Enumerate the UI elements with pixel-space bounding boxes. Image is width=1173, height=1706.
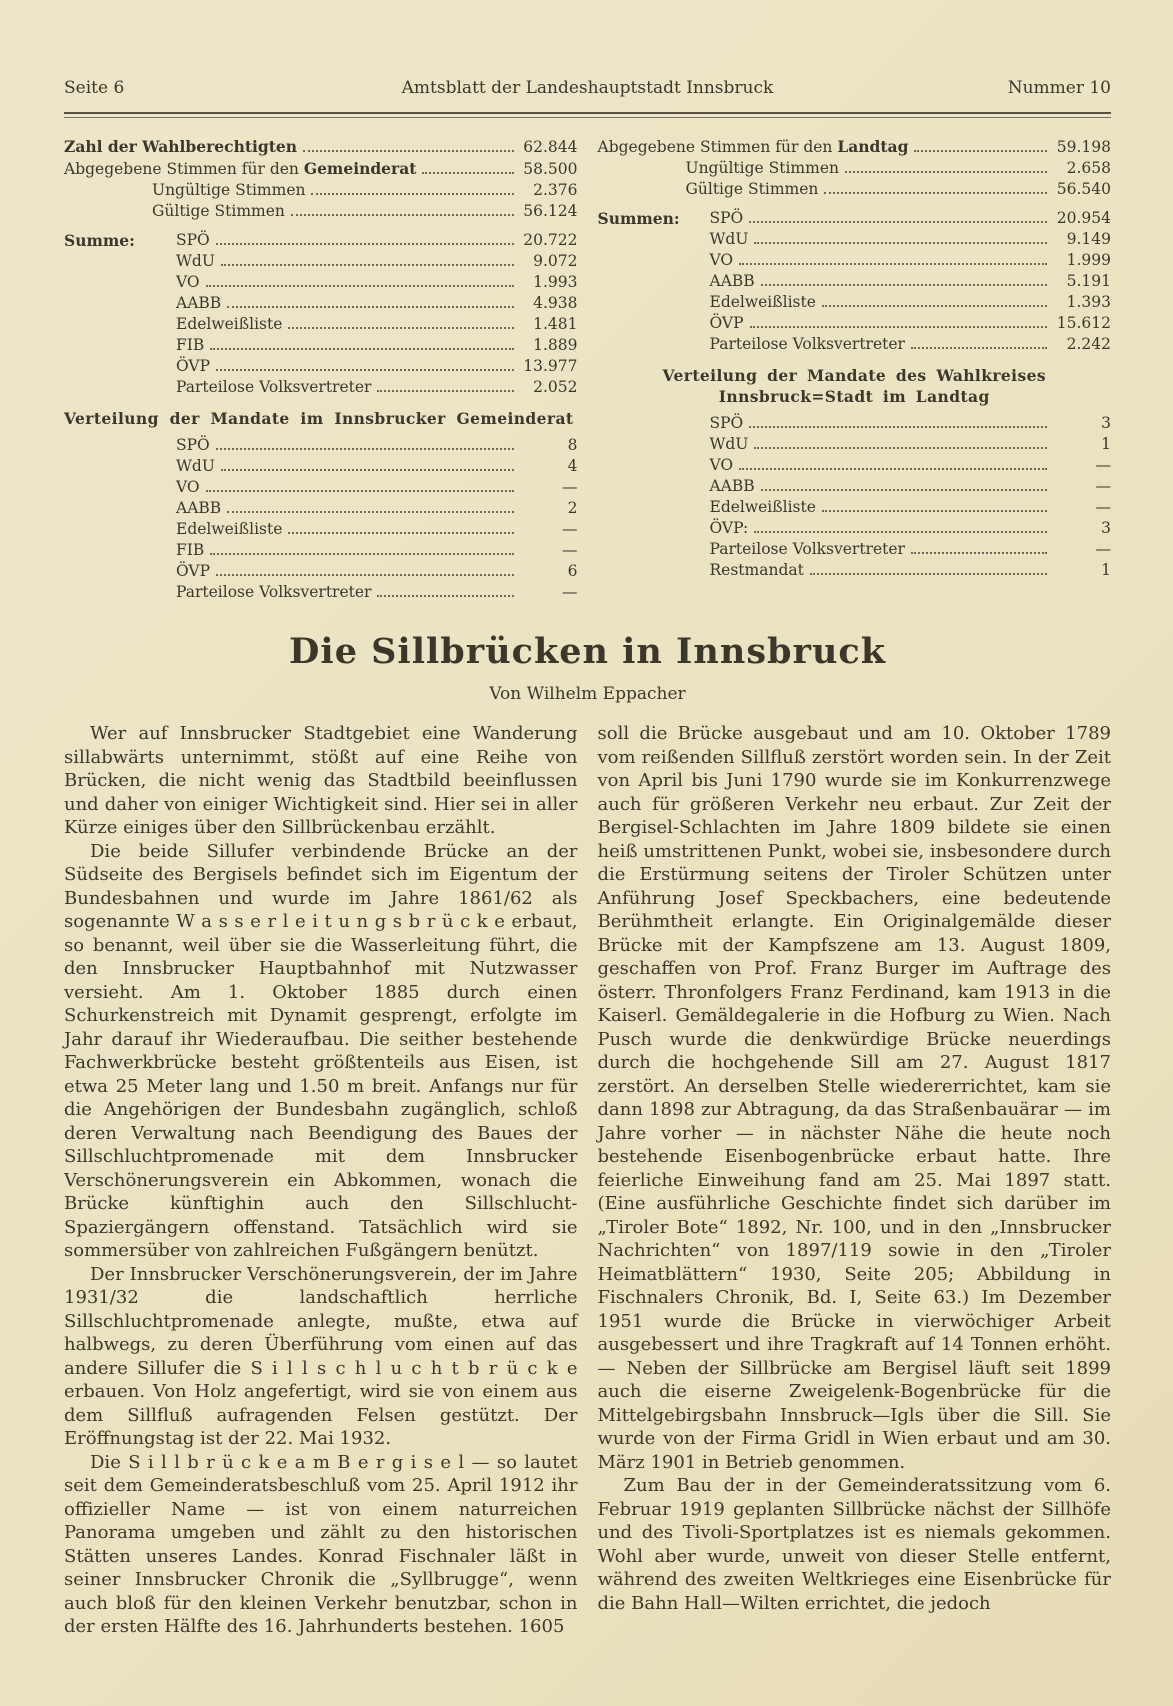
mandate-row [176, 519, 578, 540]
dot-leader [311, 193, 513, 195]
party-value: 1.993 [533, 273, 578, 291]
journal-title: Amtsblatt der Landeshauptstadt Innsbruck [401, 78, 774, 98]
stat-label-prefix: Abgegebene Stimmen für den [597, 138, 838, 156]
party-value: 2.242 [1066, 335, 1111, 353]
party-value: 1.999 [1066, 251, 1111, 269]
dot-leader [206, 285, 514, 287]
party-name: SPÖ [176, 231, 210, 249]
stat-label: Gültige Stimmen [685, 180, 819, 198]
mandate-count: — [1095, 540, 1111, 558]
issue-number-label: Nummer 10 [1007, 78, 1111, 98]
mandate-row [176, 582, 578, 603]
mandate-count: — [562, 541, 578, 559]
mandate-count: 3 [1101, 519, 1111, 537]
dot-leader [749, 426, 1047, 428]
mandate-row [710, 539, 1112, 560]
dot-leader [739, 263, 1047, 265]
party-row [176, 314, 578, 335]
dot-leader [845, 171, 1047, 173]
party-name: ÖVP: [709, 519, 749, 537]
mandate-row [710, 518, 1112, 539]
mandate-row [710, 560, 1112, 581]
mandate-row [710, 434, 1112, 455]
stat-label-bold: Landtag [837, 137, 909, 156]
page-number-label: Seite 6 [64, 78, 125, 98]
party-value: 20.722 [523, 231, 578, 249]
mandate-heading-landtag-line1: Verteilung der Mandate des Wahlkreises [662, 366, 1046, 385]
stat-value: 58.500 [523, 160, 578, 178]
party-name: SPÖ [709, 209, 744, 227]
mandate-count: — [562, 478, 578, 496]
mandate-count: 4 [567, 457, 578, 475]
party-name: VO [709, 456, 734, 474]
mandate-count: — [1095, 456, 1111, 474]
mandate-heading-gemeinderat: Verteilung der Mandate im Innsbrucker Gemeinderat [64, 409, 574, 428]
party-name: Restmandat [709, 561, 804, 579]
dot-leader [750, 326, 1047, 328]
mandate-list-gemeinderat [64, 435, 578, 603]
party-row [176, 335, 578, 356]
party-row [176, 356, 578, 377]
dot-leader [824, 192, 1047, 194]
party-value: 20.954 [1056, 209, 1111, 227]
dot-leader [288, 327, 513, 329]
article-paragraph: Die beide Sillufer verbindende Brücke an der Südseite des Bergisels befindet sich im Eigentum der Bundesbahnen und wurde im Jahre 1861/62 als sogenannte W a s s e r l e i t u n g s b r ü c k e erbaut, so benannt, weil über sie die Wasserleitung führt, die den Innsbrucker Hauptbahnhof mit Nutzwasser versieht. Am 1. Oktober 1885 durch einen Schurkenstreich mit Dynamit gesprengt, erfolgte im Jahr darauf ihr Wiederaufbau. Die seither bestehende Fachwerkbrücke besteht größtenteils aus Eisen, ist etwa 25 Meter lang und 1.50 m breit. Anfangs nur für die Angehörigen der Bundesbahn zugänglich, schloß deren Verwaltung nach Beendigung des Baues der Sillschluchtpromenade mit dem Innsbrucker Verschönerungsverein ein Abkommen, wonach die Brücke künftighin auch den Sillschlucht-Spaziergängern offenstand. Tatsächlich wird sie sommersüber von zahlreichen Fußgängern benützt. [64, 840, 578, 1261]
party-row [710, 229, 1112, 250]
party-name: Edelweißliste [176, 315, 283, 333]
mandate-count: 1 [1101, 561, 1111, 579]
party-name: AABB [709, 272, 755, 290]
dot-leader [754, 531, 1047, 533]
mandate-count: — [1095, 498, 1111, 516]
mandate-count: 8 [567, 436, 578, 454]
article-column-left [64, 722, 578, 1639]
dot-leader [210, 348, 513, 350]
party-name: FIB [176, 336, 205, 354]
dot-leader [810, 573, 1047, 575]
stat-label-prefix: Abgegebene Stimmen für den [64, 160, 304, 178]
dot-leader [227, 511, 513, 513]
party-name: AABB [176, 294, 222, 312]
mandate-row [710, 455, 1112, 476]
mandate-row [176, 435, 578, 456]
article-paragraph: Wer auf Innsbrucker Stadtgebiet eine Wanderung sillabwärts unternimmt, stößt auf eine Reihe von Brücken, die nicht wenig das Stadtbild beeinflussen und daher von einiger Wichtigkeit sind. Hier sei in aller Kürze einiges über den Sillbrückenbau erzählt. [64, 723, 578, 838]
dot-leader [221, 264, 514, 266]
stat-row-gueltige-stimmen [64, 201, 578, 222]
stats-column-gemeinderat [64, 136, 578, 603]
party-name: SPÖ [709, 414, 744, 432]
page-header [64, 78, 1111, 102]
stat-label: Ungültige Stimmen [152, 181, 306, 199]
stat-label [64, 158, 416, 180]
mandate-row [710, 497, 1112, 518]
party-value: 9.149 [1066, 230, 1111, 248]
party-value: 1.393 [1066, 293, 1111, 311]
party-name: AABB [709, 477, 755, 495]
dot-leader [422, 172, 513, 174]
party-name: FIB [176, 541, 205, 559]
party-value: 5.191 [1066, 272, 1111, 290]
stat-label: Zahl der Wahlberechtigten [64, 137, 298, 156]
party-name: ÖVP [176, 357, 211, 375]
party-name: WdU [176, 252, 215, 270]
dot-leader [210, 553, 513, 555]
mandate-row [176, 561, 578, 582]
dot-leader [221, 469, 514, 471]
party-value: 9.072 [533, 252, 578, 270]
dot-leader [291, 214, 514, 216]
dot-leader [206, 490, 514, 492]
party-name: Edelweißliste [709, 498, 816, 516]
party-name: Parteilose Volksvertreter [709, 335, 905, 353]
party-name: SPÖ [176, 436, 210, 454]
article-body [64, 722, 1111, 1639]
dot-leader [288, 532, 513, 534]
party-value: 2.052 [533, 378, 578, 396]
stat-value: 59.198 [1056, 138, 1111, 156]
stat-row-gueltige-stimmen [598, 179, 1112, 200]
mandate-count: 1 [1101, 435, 1111, 453]
party-name: VO [176, 273, 200, 291]
mandate-list-landtag [598, 413, 1112, 581]
dot-leader [911, 552, 1047, 554]
party-row [710, 250, 1112, 271]
party-totals-list [64, 230, 578, 398]
party-row [710, 208, 1112, 229]
dot-leader [822, 510, 1047, 512]
party-totals-gemeinderat [64, 230, 578, 398]
party-row [710, 271, 1112, 292]
stat-label: Ungültige Stimmen [685, 159, 839, 177]
party-name: Parteilose Volksvertreter [176, 583, 372, 601]
mandate-row [710, 413, 1112, 434]
mandate-row [176, 498, 578, 519]
sum-label: Summe: [64, 231, 135, 250]
mandate-row [176, 540, 578, 561]
party-row [176, 377, 578, 398]
stat-value: 2.658 [1066, 159, 1111, 177]
party-name: ÖVP [176, 562, 211, 580]
party-name: ÖVP [709, 314, 744, 332]
party-name: Edelweißliste [709, 293, 816, 311]
dot-leader [761, 489, 1047, 491]
article-paragraph: soll die Brücke ausgebaut und am 10. Oktober 1789 vom reißenden Sillfluß zerstört worden sein. In der Zeit von April bis Juni 1790 wurde sie im Konkurrenzwege auch für größeren Verkehr neu erbaut. Zur Zeit der Bergisel-Schlachten im Jahre 1809 bildete sie einen heiß umstrittenen Punkt, wobei sie, insbesondere durch die Erstürmung seitens der Tiroler Schützen unter Anführung Josef Speckbachers, eine bedeutende Berühmtheit erlangte. Ein Originalgemälde dieser Brücke mit der Kampfszene am 13. August 1809, geschaffen von Prof. Franz Burger im Auftrage des österr. Thronfolgers Franz Ferdinand, kam 1913 in die Kaiserl. Gemäldegalerie in die Hofburg zu Wien. Nach Pusch wurde die denkwürdige Brücke neuerdings durch die hochgehende Sill am 27. August 1817 zerstört. An derselben Stelle wiedererrichtet, kam sie dann 1898 zur Abtragung, da das Straßenbauärar — im Jahre vorher — in nächster Nähe die heute noch bestehende Eisenbogenbrücke erbaut hatte. Ihre feierliche Einweihung fand am 25. Mai 1897 statt. (Eine ausführliche Geschichte findet sich darüber im „Tiroler Bote“ 1892, Nr. 100, und in den „Innsbrucker Nachrichten“ von 1897/119 sowie in den „Tiroler Heimatblättern“ 1930, Seite 205; Abbildung in Fischnalers Chronik, Bd. I, Seite 63.) Im Dezember 1951 wurde die Brücke in vierwöchiger Arbeit ausgebessert und ihre Tragkraft auf 14 Tonnen erhöht. — Neben der Sillbrücke am Bergisel läuft seit 1899 auch die eiserne Zweigelenk-Bogenbrücke für die Mittelgebirgsbahn Innsbruck—Igls über die Sill. Sie wurde von der Firma Gridl in Wien erbaut und am 30. März 1901 in Betrieb genommen. [597, 723, 1111, 1473]
party-row [176, 272, 578, 293]
party-value: 15.612 [1056, 314, 1111, 332]
mandate-count: 2 [567, 499, 578, 517]
dot-leader [739, 468, 1047, 470]
mandate-count: — [562, 583, 578, 601]
mandate-row [176, 477, 578, 498]
mandate-heading-landtag-line2: Innsbruck=Stadt im Landtag [718, 387, 990, 406]
dot-leader [216, 448, 514, 450]
stat-label [598, 136, 909, 158]
mandate-count: 3 [1101, 414, 1111, 432]
party-name: Parteilose Volksvertreter [709, 540, 905, 558]
dot-leader [761, 284, 1047, 286]
stat-value: 56.124 [523, 202, 578, 220]
mandate-count: — [1095, 477, 1111, 495]
dot-leader [377, 595, 513, 597]
dot-leader [911, 347, 1047, 349]
party-name: WdU [709, 230, 749, 248]
party-name: Parteilose Volksvertreter [176, 378, 372, 396]
party-value: 1.889 [533, 336, 578, 354]
party-row [176, 293, 578, 314]
mandate-row [710, 476, 1112, 497]
article-byline: Von Wilhelm Eppacher [489, 684, 686, 704]
party-value: 4.938 [533, 294, 578, 312]
dot-leader [749, 221, 1047, 223]
party-row [176, 251, 578, 272]
party-row [710, 334, 1112, 355]
stat-label: Gültige Stimmen [152, 202, 285, 220]
dot-leader [216, 369, 513, 371]
stat-row-abgegebene-stimmen [64, 158, 578, 180]
party-name: VO [709, 251, 734, 269]
dot-leader [377, 390, 513, 392]
article-column-right [598, 722, 1112, 1639]
stat-value: 56.540 [1056, 180, 1111, 198]
party-name: WdU [709, 435, 749, 453]
dot-leader [754, 242, 1047, 244]
dot-leader [227, 306, 513, 308]
dot-leader [822, 305, 1047, 307]
dot-leader [914, 150, 1047, 152]
dot-leader [303, 150, 513, 152]
stat-row-ungueltige-stimmen [598, 158, 1112, 179]
stat-row-wahlberechtigte [64, 136, 578, 158]
dot-leader [216, 574, 513, 576]
party-name: Edelweißliste [176, 520, 283, 538]
party-row [176, 230, 578, 251]
mandate-count: — [562, 520, 578, 538]
party-name: VO [176, 478, 200, 496]
party-totals-list [598, 208, 1112, 355]
article-paragraph: Zum Bau der in der Gemeinderatssitzung vom 6. Februar 1919 geplanten Sillbrücke nächst der Sillhöfe und des Tivoli-Sportplatzes ist es niemals gekommen. Wohl aber wurde, unweit von dieser Stelle entfernt, während des zweiten Weltkrieges eine Eisenbrücke für die Bahn Hall—Wilten errichtet, die jedoch [597, 1475, 1111, 1614]
party-totals-landtag [598, 208, 1112, 355]
dot-leader [754, 447, 1047, 449]
party-row [710, 292, 1112, 313]
stat-label-bold: Gemeinderat [303, 159, 417, 178]
sum-label: Summen: [597, 209, 680, 228]
party-row [710, 313, 1112, 334]
article-paragraph: Der Innsbrucker Verschönerungsverein, der im Jahre 1931/32 die landschaftlich herrliche Sillschluchtpromenade anlegte, mußte, etwa auf halbwegs, zu deren Überführung vom einen auf das andere Sillufer die S i l l s c h l u c h t b r ü c k e erbauen. Von Holz angefertigt, wird sie von einem aus dem Sillfluß aufragenden Felsen gestützt. Der Eröffnungstag ist der 22. Mai 1932. [64, 1263, 578, 1449]
mandate-count: 6 [567, 562, 578, 580]
stat-value: 2.376 [533, 181, 578, 199]
stat-row-ungueltige-stimmen [64, 180, 578, 201]
party-name: WdU [176, 457, 215, 475]
stat-value: 62.844 [523, 138, 578, 156]
mandate-row [176, 456, 578, 477]
header-rule [64, 112, 1111, 118]
article-title: Die Sillbrücken in Innsbruck [289, 631, 886, 672]
party-value: 1.481 [533, 315, 578, 333]
dot-leader [216, 243, 514, 245]
party-name: AABB [176, 499, 222, 517]
article-paragraph: Die S i l l b r ü c k e a m B e r g i s e l — so lautet seit dem Gemeinderatsbeschluß vom 25. April 1912 ihr offizieller Name — ist von einem naturreichen Panorama umgeben und zählt zu den historischen Stätten unseres Landes. Konrad Fischnaler läßt in seiner Innsbrucker Chronik die „Syllbrugge“, wenn auch bloß für den kleinen Verkehr benutzbar, schon in der ersten Hälfte des 16. Jahrhunderts bestehen. 1605 [64, 1451, 578, 1637]
stat-row-abgegebene-stimmen [598, 136, 1112, 158]
election-statistics [64, 136, 1111, 603]
stats-column-landtag [598, 136, 1112, 603]
party-value: 13.977 [523, 357, 578, 375]
